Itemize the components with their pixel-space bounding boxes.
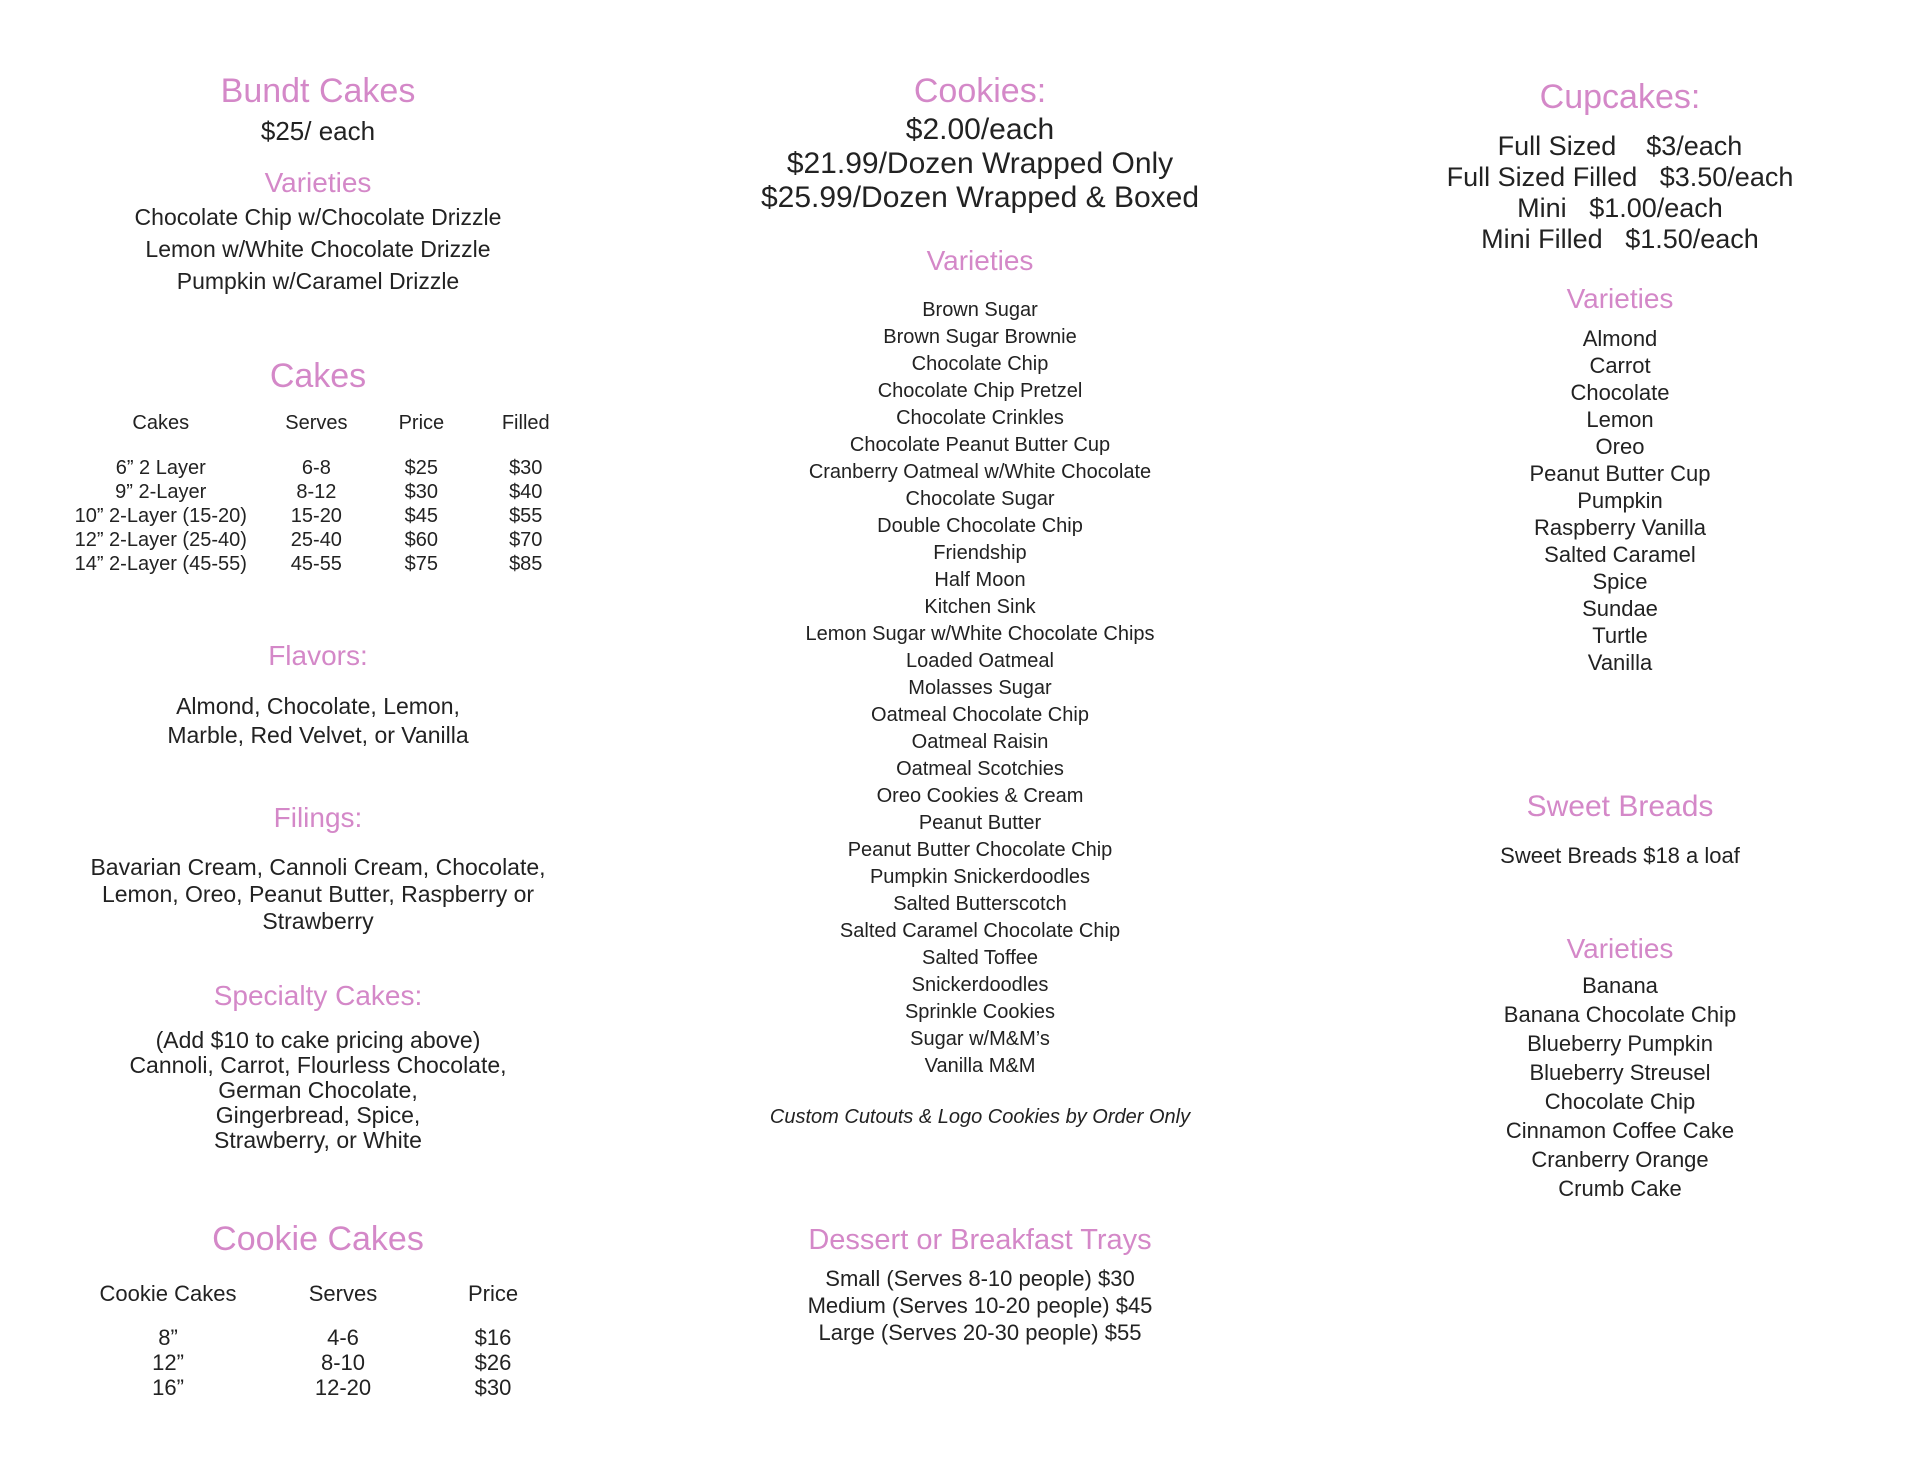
cupcake-size-label: Full Sized Filled bbox=[1446, 162, 1638, 192]
cell: $55 bbox=[509, 505, 543, 527]
list-item: Pumpkin w/Caramel Drizzle bbox=[176, 268, 460, 294]
list-item: Friendship bbox=[933, 542, 1027, 564]
specialty-line: Cannoli, Carrot, Flourless Chocolate, bbox=[129, 1052, 507, 1078]
sweet-breads-title: Sweet Breads bbox=[1526, 790, 1714, 823]
bundt-cakes-section bbox=[58, 72, 578, 297]
sweet-breads-varieties-title: Varieties bbox=[1566, 933, 1674, 964]
cell: $26 bbox=[474, 1350, 512, 1375]
flavors-title: Flavors: bbox=[268, 640, 368, 671]
list-item: Brown Sugar Brownie bbox=[883, 326, 1077, 348]
list-item: Snickerdoodles bbox=[911, 974, 1049, 996]
cupcake-size-price: $1.00/each bbox=[1589, 193, 1723, 223]
specialty-cakes-title: Specialty Cakes: bbox=[213, 980, 423, 1011]
list-item: Molasses Sugar bbox=[908, 677, 1052, 699]
cupcake-size-price: $3/each bbox=[1646, 131, 1743, 161]
sweet-breads-section bbox=[1360, 790, 1880, 1203]
flavors-line: Marble, Red Velvet, or Vanilla bbox=[167, 722, 469, 748]
list-item: Turtle bbox=[1592, 623, 1648, 648]
cell: 12” bbox=[152, 1350, 184, 1375]
cell: 25-40 bbox=[290, 529, 342, 551]
table-row bbox=[58, 504, 578, 528]
list-item: Loaded Oatmeal bbox=[906, 650, 1054, 672]
cell: 12” 2-Layer (25-40) bbox=[74, 529, 247, 551]
table-row bbox=[58, 480, 578, 504]
cell: 6” 2 Layer bbox=[115, 457, 206, 479]
list-item: Almond bbox=[1582, 326, 1658, 351]
cell: 12-20 bbox=[314, 1375, 372, 1400]
list-item: Sprinkle Cookies bbox=[904, 1001, 1056, 1023]
cupcake-price-line bbox=[1360, 131, 1880, 162]
list-item: Pumpkin bbox=[1577, 488, 1663, 513]
cupcake-price-line bbox=[1360, 224, 1880, 255]
filings-section bbox=[58, 802, 578, 935]
list-item: Blueberry Pumpkin bbox=[1527, 1031, 1713, 1056]
flavors-text bbox=[58, 692, 578, 750]
list-item: Salted Butterscotch bbox=[893, 893, 1067, 915]
cookies-varieties-title: Varieties bbox=[926, 245, 1034, 276]
list-item: Salted Caramel bbox=[1544, 542, 1696, 567]
sweet-breads-varieties-list bbox=[1360, 971, 1880, 1203]
cell: 4-6 bbox=[327, 1325, 359, 1350]
list-item: Oatmeal Scotchies bbox=[896, 758, 1064, 780]
column-header: Serves bbox=[285, 412, 348, 434]
flavors-line: Almond, Chocolate, Lemon, bbox=[176, 693, 460, 719]
list-item: Cranberry Orange bbox=[1531, 1147, 1709, 1172]
list-item: Banana bbox=[1582, 973, 1658, 998]
table-row bbox=[73, 1325, 563, 1350]
cakes-table bbox=[58, 412, 578, 576]
cell: 8-10 bbox=[320, 1350, 366, 1375]
cell: 6-8 bbox=[301, 457, 331, 479]
list-item: Vanilla bbox=[1587, 650, 1653, 675]
cookies-price-line: $2.00/each bbox=[905, 113, 1055, 146]
filings-line: Strawberry bbox=[262, 908, 374, 934]
cell: $40 bbox=[509, 481, 543, 503]
cupcake-price-line bbox=[1360, 193, 1880, 224]
filings-line: Lemon, Oreo, Peanut Butter, Raspberry or bbox=[101, 881, 535, 907]
list-item: Oatmeal Raisin bbox=[911, 731, 1049, 753]
table-row bbox=[58, 552, 578, 576]
tray-line: Medium (Serves 10-20 people) $45 bbox=[807, 1293, 1153, 1318]
cookies-varieties-list bbox=[700, 297, 1260, 1080]
bundt-cakes-price: $25/ each bbox=[260, 116, 376, 146]
list-item: Brown Sugar bbox=[922, 299, 1038, 321]
cell: $16 bbox=[474, 1325, 512, 1350]
cookies-price-line: $25.99/Dozen Wrapped & Boxed bbox=[760, 181, 1200, 214]
list-item: Cinnamon Coffee Cake bbox=[1505, 1118, 1735, 1143]
list-item: Sugar w/M&M’s bbox=[910, 1028, 1050, 1050]
filings-title: Filings: bbox=[273, 802, 363, 833]
list-item: Double Chocolate Chip bbox=[877, 515, 1083, 537]
list-item: Chocolate Chip Pretzel bbox=[877, 380, 1083, 402]
column-header: Price bbox=[467, 1281, 519, 1306]
cakes-section bbox=[58, 357, 578, 576]
cell: 8” bbox=[158, 1325, 178, 1350]
cell: 10” 2-Layer (15-20) bbox=[74, 505, 247, 527]
specialty-cakes-text bbox=[58, 1028, 578, 1153]
list-item: Crumb Cake bbox=[1558, 1176, 1682, 1201]
cell: $30 bbox=[404, 481, 439, 503]
table-row bbox=[73, 1350, 563, 1375]
list-item: Lemon w/White Chocolate Drizzle bbox=[145, 236, 491, 262]
specialty-line: Gingerbread, Spice, bbox=[215, 1102, 421, 1128]
list-item: Spice bbox=[1592, 569, 1648, 594]
cookies-price-line: $21.99/Dozen Wrapped Only bbox=[786, 147, 1174, 180]
cell: $25 bbox=[404, 457, 439, 479]
table-header-row bbox=[58, 412, 578, 456]
cakes-title: Cakes bbox=[269, 357, 367, 395]
bundt-varieties-list bbox=[58, 201, 578, 297]
tray-line: Large (Serves 20-30 people) $55 bbox=[818, 1320, 1142, 1345]
list-item: Cranberry Oatmeal w/White Chocolate bbox=[808, 461, 1152, 483]
cookies-title: Cookies: bbox=[913, 72, 1047, 110]
filings-text bbox=[58, 854, 578, 935]
list-item: Chocolate Crinkles bbox=[896, 407, 1064, 429]
list-item: Sundae bbox=[1582, 596, 1658, 621]
cell: $30 bbox=[474, 1375, 512, 1400]
cupcakes-varieties-title: Varieties bbox=[1566, 283, 1674, 314]
cupcakes-varieties-list bbox=[1360, 325, 1880, 676]
trays-section bbox=[700, 1224, 1260, 1346]
list-item: Lemon Sugar w/White Chocolate Chips bbox=[805, 623, 1155, 645]
bundt-varieties-title: Varieties bbox=[264, 167, 372, 198]
trays-text bbox=[700, 1265, 1260, 1346]
list-item: Pumpkin Snickerdoodles bbox=[869, 866, 1091, 888]
column-header: Price bbox=[398, 412, 445, 434]
cell: 15-20 bbox=[290, 505, 342, 527]
cupcake-size-price: $3.50/each bbox=[1659, 162, 1794, 192]
filings-line: Bavarian Cream, Cannoli Cream, Chocolate, bbox=[90, 854, 546, 880]
list-item: Chocolate bbox=[1570, 380, 1670, 405]
cookie-cakes-section bbox=[58, 1220, 578, 1400]
list-item: Oreo Cookies & Cream bbox=[876, 785, 1084, 807]
cell: $45 bbox=[404, 505, 439, 527]
list-item: Oreo bbox=[1595, 434, 1645, 459]
cell: $60 bbox=[404, 529, 439, 551]
cupcake-size-label: Mini Filled bbox=[1481, 224, 1603, 254]
specialty-cakes-section bbox=[58, 980, 578, 1153]
column-header: Serves bbox=[308, 1281, 378, 1306]
cupcake-price-line bbox=[1360, 162, 1880, 193]
tray-line: Small (Serves 8-10 people) $30 bbox=[825, 1266, 1135, 1291]
specialty-line: Strawberry, or White bbox=[214, 1127, 422, 1153]
table-row bbox=[58, 528, 578, 552]
cookies-section bbox=[700, 72, 1260, 1130]
cell: $85 bbox=[509, 553, 543, 575]
table-row bbox=[58, 456, 578, 480]
list-item: Blueberry Streusel bbox=[1529, 1060, 1711, 1085]
list-item: Carrot bbox=[1589, 353, 1651, 378]
cupcake-size-label: Mini bbox=[1517, 193, 1567, 223]
cupcakes-prices bbox=[1360, 131, 1880, 255]
cupcake-size-price: $1.50/each bbox=[1625, 224, 1759, 254]
flavors-section bbox=[58, 640, 578, 750]
cell: 14” 2-Layer (45-55) bbox=[74, 553, 247, 575]
table-row bbox=[73, 1375, 563, 1400]
list-item: Peanut Butter bbox=[918, 812, 1042, 834]
list-item: Lemon bbox=[1586, 407, 1654, 432]
list-item: Chocolate Chip bbox=[911, 353, 1049, 375]
custom-cookies-note: Custom Cutouts & Logo Cookies by Order Only bbox=[769, 1106, 1191, 1128]
list-item: Chocolate Peanut Butter Cup bbox=[849, 434, 1111, 456]
cell: 16” bbox=[152, 1375, 184, 1400]
cell: 9” 2-Layer bbox=[115, 481, 207, 503]
table-header-row bbox=[73, 1281, 563, 1325]
list-item: Chocolate Sugar bbox=[905, 488, 1055, 510]
specialty-line: (Add $10 to cake pricing above) bbox=[155, 1027, 481, 1053]
list-item: Vanilla M&M bbox=[924, 1055, 1036, 1077]
list-item: Half Moon bbox=[934, 569, 1026, 591]
column-header: Filled bbox=[501, 412, 550, 434]
cookies-prices bbox=[700, 113, 1260, 215]
cell: $75 bbox=[404, 553, 439, 575]
sweet-breads-price: Sweet Breads $18 a loaf bbox=[1500, 843, 1740, 868]
list-item: Kitchen Sink bbox=[924, 596, 1036, 618]
list-item: Chocolate Chip w/Chocolate Drizzle bbox=[134, 204, 502, 230]
list-item: Salted Caramel Chocolate Chip bbox=[839, 920, 1121, 942]
column-header: Cookie Cakes bbox=[99, 1281, 237, 1306]
specialty-line: German Chocolate, bbox=[218, 1077, 418, 1103]
cookie-cakes-table bbox=[73, 1281, 563, 1400]
list-item: Banana Chocolate Chip bbox=[1503, 1002, 1737, 1027]
column-header: Cakes bbox=[132, 412, 190, 434]
list-item: Peanut Butter Cup bbox=[1529, 461, 1711, 486]
cupcakes-section bbox=[1360, 78, 1880, 676]
cell: 8-12 bbox=[296, 481, 337, 503]
cupcake-size-label: Full Sized bbox=[1497, 131, 1617, 161]
cookie-cakes-title: Cookie Cakes bbox=[212, 1220, 424, 1258]
cell: $70 bbox=[509, 529, 543, 551]
list-item: Peanut Butter Chocolate Chip bbox=[847, 839, 1113, 861]
bundt-cakes-title: Bundt Cakes bbox=[220, 72, 416, 110]
list-item: Chocolate Chip bbox=[1544, 1089, 1696, 1114]
list-item: Raspberry Vanilla bbox=[1533, 515, 1706, 540]
cell: $30 bbox=[509, 457, 543, 479]
cupcakes-title: Cupcakes: bbox=[1539, 78, 1701, 116]
trays-title: Dessert or Breakfast Trays bbox=[808, 1224, 1152, 1256]
cell: 45-55 bbox=[290, 553, 342, 575]
list-item: Salted Toffee bbox=[921, 947, 1039, 969]
list-item: Oatmeal Chocolate Chip bbox=[871, 704, 1089, 726]
